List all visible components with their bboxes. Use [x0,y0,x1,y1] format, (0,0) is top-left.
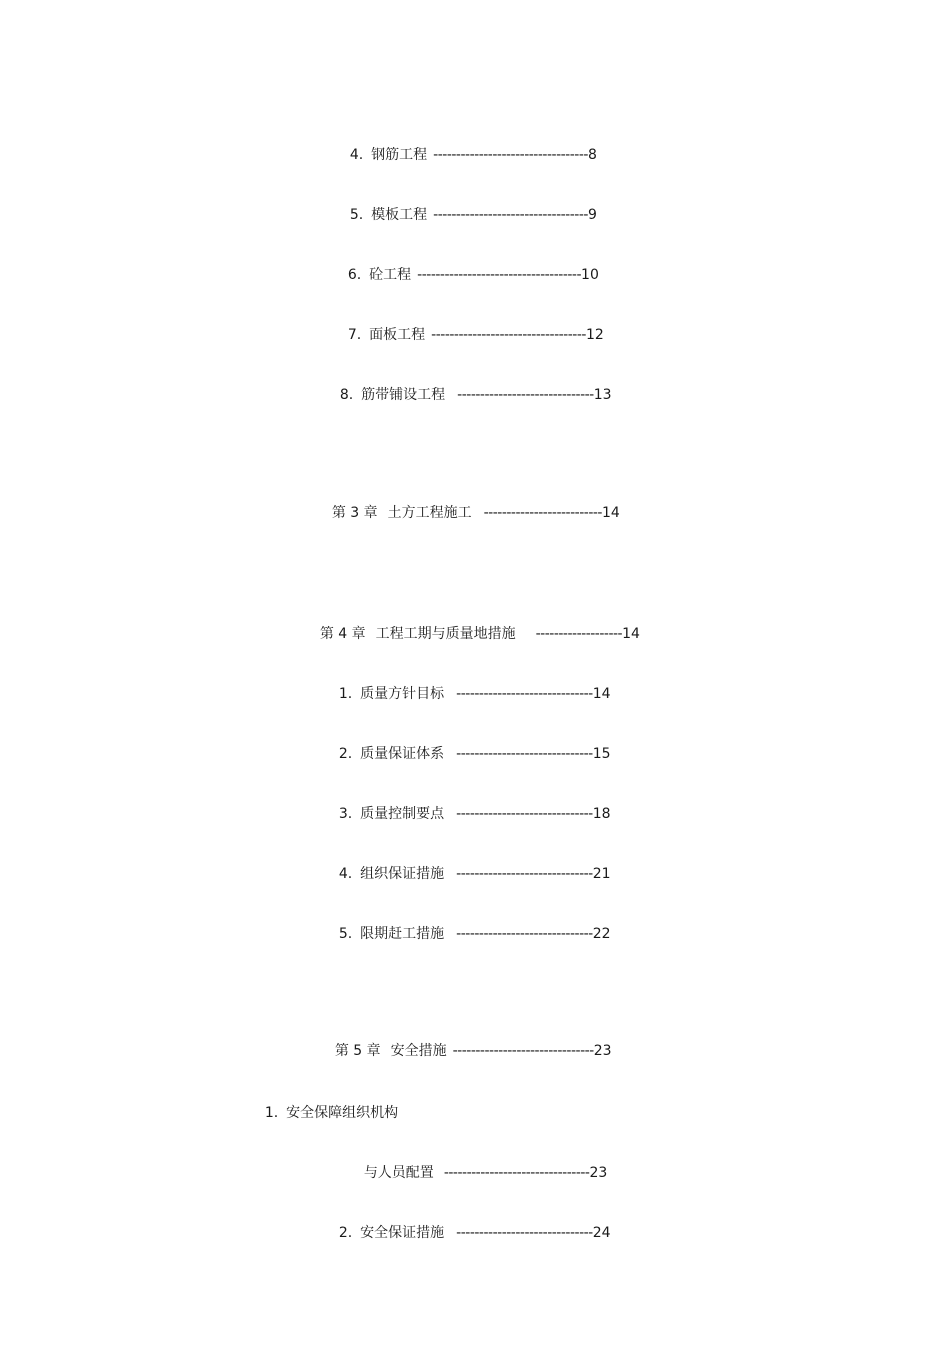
toc-chapter-label: 第 4 章 [319,626,366,642]
toc-entry-leader: ------------------------------- [452,1043,594,1059]
toc-entry-leader: ------------------------------ [456,866,593,882]
toc-entry-title: 质量保证体系 [360,746,445,762]
toc-entry-title: 砼工程 [369,267,412,283]
toc-entry-leader: ------------------------------------ [417,267,582,283]
toc-entry-title: 面板工程 [369,327,426,343]
toc-entry-page: 13 [593,387,612,403]
toc-entry-leader: ---------------------------------- [433,147,588,163]
toc-chapter-entry[interactable] [302,607,640,661]
toc-entry[interactable] [321,727,611,781]
toc-entry-page: 21 [592,866,611,882]
toc-entry[interactable] [321,847,611,901]
toc-entry-page: 14 [592,686,611,702]
toc-entry-title: 质量控制要点 [360,806,445,822]
toc-entry[interactable] [321,907,611,961]
toc-entry-number: 8. [339,387,354,403]
toc-entry-number: 4. [338,866,353,882]
toc-entry[interactable] [332,188,597,242]
toc-entry-title: 筋带铺设工程 [361,387,446,403]
toc-entry-title: 工程工期与质量地措施 [375,626,516,642]
toc-entry-leader: -------------------------------- [443,1165,590,1181]
toc-entry-page: 23 [593,1043,612,1059]
toc-entry[interactable] [330,248,599,302]
toc-entry-page: 22 [592,926,611,942]
toc-entry-number: 1. [338,686,353,702]
toc-entry-page: 18 [592,806,611,822]
toc-entry[interactable] [247,1086,404,1140]
toc-chapter-label: 第 5 章 [334,1043,381,1059]
toc-entry-number: 2. [338,746,353,762]
toc-entry[interactable] [321,787,611,841]
toc-entry-title: 质量方针目标 [360,686,445,702]
toc-entry-number: 4. [349,147,364,163]
toc-entry-title: 土方工程施工 [387,505,472,521]
toc-entry-title: 组织保证措施 [360,866,445,882]
toc-entry-page: 12 [585,327,604,343]
toc-entry-title: 与人员配置 [363,1165,434,1181]
toc-entry[interactable] [322,368,612,422]
toc-entry-leader: ------------------------------ [457,387,594,403]
toc-entry-number: 7. [347,327,362,343]
toc-entry[interactable] [330,308,604,362]
toc-entry-leader: ------------------------------ [456,806,593,822]
toc-chapter-label: 第 3 章 [331,505,378,521]
toc-entry-leader: ------------------- [535,626,623,642]
toc-entry-leader: ---------------------------------- [431,327,586,343]
toc-entry-title: 安全措施 [390,1043,447,1059]
toc-entry-page: 24 [592,1225,611,1241]
toc-entry-number: 1. [264,1105,279,1121]
toc-entry-number: 3. [338,806,353,822]
toc-entry[interactable] [321,1206,611,1260]
toc-entry-continuation[interactable] [346,1146,607,1200]
toc-entry-title: 限期赶工措施 [360,926,445,942]
toc-entry-page: 14 [622,626,640,642]
toc-entry-number: 5. [338,926,353,942]
toc-entry-leader: ------------------------------ [456,926,593,942]
toc-entry-leader: ------------------------------ [456,686,593,702]
toc-entry-page: 8 [587,147,597,163]
toc-entry-title: 钢筋工程 [371,147,428,163]
toc-entry-page: 9 [587,207,597,223]
toc-entry-page: 14 [601,505,620,521]
toc-entry-leader: ------------------------------ [456,1225,593,1241]
toc-entry-number: 6. [347,267,362,283]
toc-entry[interactable] [332,128,597,182]
toc-entry-number: 2. [338,1225,353,1241]
toc-chapter-entry[interactable] [317,1024,612,1078]
toc-entry-page: 15 [592,746,611,762]
toc-entry-title: 安全保证措施 [360,1225,445,1241]
toc-entry[interactable] [321,667,611,721]
toc-entry-page: 23 [589,1165,608,1181]
toc-entry-title: 模板工程 [371,207,428,223]
toc-entry-page: 10 [581,267,599,283]
toc-entry-number: 5. [349,207,364,223]
toc-entry-title: 安全保障组织机构 [286,1105,399,1121]
toc-entry-leader: ---------------------------------- [433,207,588,223]
toc-entry-leader: -------------------------- [483,505,602,521]
toc-chapter-entry[interactable] [314,486,620,540]
toc-entry-leader: ------------------------------ [456,746,593,762]
